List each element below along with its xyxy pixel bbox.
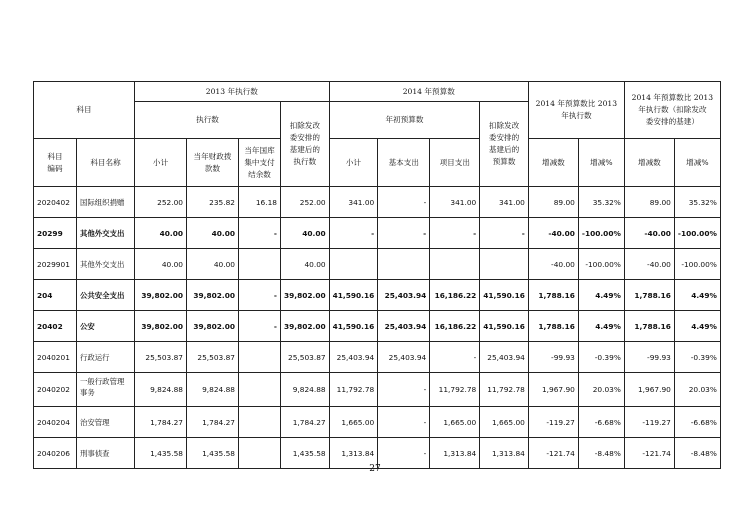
row-value: 11,792.78 [430, 373, 480, 407]
header-subject: 科目 [34, 82, 135, 139]
row-value: -0.39% [578, 342, 624, 373]
row-value: -8.48% [578, 438, 624, 469]
row-value: 11,792.78 [329, 373, 378, 407]
budget-table [33, 81, 721, 469]
row-value: - [378, 187, 430, 218]
row-value: 40.00 [187, 218, 239, 249]
row-value: -40.00 [624, 249, 674, 280]
row-value: -121.74 [624, 438, 674, 469]
row-value: 4.49% [578, 311, 624, 342]
row-value: 89.00 [624, 187, 674, 218]
row-code: 20299 [34, 218, 77, 249]
row-value: 341.00 [329, 187, 378, 218]
header-treasury: 当年国库 集中支付 结余数 [239, 139, 281, 187]
row-value: 39,802.00 [281, 311, 330, 342]
header-subtotal: 小计 [135, 139, 187, 187]
row-name: 行政运行 [77, 342, 135, 373]
row-value: 1,788.16 [624, 280, 674, 311]
row-value [378, 249, 430, 280]
row-code: 20402 [34, 311, 77, 342]
page-number: 27 [369, 464, 381, 474]
row-value: 1,665.00 [329, 407, 378, 438]
table-row [34, 218, 721, 249]
row-value: 4.49% [674, 311, 720, 342]
row-value [430, 249, 480, 280]
row-value: 40.00 [281, 249, 330, 280]
row-code: 2040202 [34, 373, 77, 407]
row-value: 40.00 [135, 218, 187, 249]
row-value: -6.68% [578, 407, 624, 438]
row-value [480, 249, 529, 280]
row-value: -40.00 [528, 249, 578, 280]
table-row [34, 407, 721, 438]
row-value: 1,784.27 [281, 407, 330, 438]
row-value: 252.00 [135, 187, 187, 218]
row-value: 11,792.78 [480, 373, 529, 407]
header-name: 科目名称 [77, 139, 135, 187]
row-value: 25,503.87 [281, 342, 330, 373]
row-value: 1,435.58 [187, 438, 239, 469]
row-value: 1,788.16 [528, 311, 578, 342]
table-row [34, 373, 721, 407]
row-value: -99.93 [528, 342, 578, 373]
row-value: 341.00 [480, 187, 529, 218]
row-value: -100.00% [578, 218, 624, 249]
row-value: 40.00 [281, 218, 330, 249]
row-value: - [239, 218, 281, 249]
header-subtotal-2014: 小计 [329, 139, 378, 187]
row-value [239, 373, 281, 407]
row-value: 9,824.88 [281, 373, 330, 407]
header-excl-budget: 扣除发改 委安排的 基建后的 预算数 [480, 102, 529, 187]
row-value: 41,590.16 [329, 311, 378, 342]
row-value: - [430, 342, 480, 373]
row-value: 39,802.00 [135, 311, 187, 342]
row-code: 2029901 [34, 249, 77, 280]
row-value: -0.39% [674, 342, 720, 373]
row-value: 1,435.58 [135, 438, 187, 469]
row-value: -8.48% [674, 438, 720, 469]
row-value: -121.74 [528, 438, 578, 469]
row-value: 25,403.94 [329, 342, 378, 373]
row-value: 1,788.16 [528, 280, 578, 311]
row-value: 4.49% [674, 280, 720, 311]
row-value: -100.00% [578, 249, 624, 280]
row-value: 40.00 [187, 249, 239, 280]
row-value: 35.32% [578, 187, 624, 218]
table-row [34, 311, 721, 342]
row-value: -100.00% [674, 218, 720, 249]
table-row [34, 280, 721, 311]
row-value: 35.32% [674, 187, 720, 218]
row-value: 16,186.22 [430, 280, 480, 311]
row-code: 2040201 [34, 342, 77, 373]
header-project: 项目支出 [430, 139, 480, 187]
row-value: 25,403.94 [378, 280, 430, 311]
header-inc-pct: 增减% [578, 139, 624, 187]
row-code: 2040206 [34, 438, 77, 469]
row-value: 39,802.00 [187, 280, 239, 311]
row-value: - [430, 218, 480, 249]
row-value: -40.00 [528, 218, 578, 249]
row-value: 1,313.84 [480, 438, 529, 469]
row-value: 25,503.87 [187, 342, 239, 373]
row-value [239, 407, 281, 438]
row-value: - [239, 311, 281, 342]
row-name: 其他外交支出 [77, 218, 135, 249]
row-value: -119.27 [528, 407, 578, 438]
row-value: 1,665.00 [430, 407, 480, 438]
row-value: 1,435.58 [281, 438, 330, 469]
row-value: 1,967.90 [528, 373, 578, 407]
row-code: 2020402 [34, 187, 77, 218]
row-value: 41,590.16 [329, 280, 378, 311]
header-inc-pct-excl: 增减% [674, 139, 720, 187]
table-row [34, 249, 721, 280]
row-value: - [378, 373, 430, 407]
row-code: 204 [34, 280, 77, 311]
row-value: 25,503.87 [135, 342, 187, 373]
header-initial-budget: 年初预算数 [329, 102, 480, 139]
row-value: 341.00 [430, 187, 480, 218]
row-value: -6.68% [674, 407, 720, 438]
row-value [239, 249, 281, 280]
row-value: 41,590.16 [480, 280, 529, 311]
row-value: -100.00% [674, 249, 720, 280]
row-value: - [378, 438, 430, 469]
header-fiscal: 当年财政拨 款数 [187, 139, 239, 187]
row-name: 刑事侦查 [77, 438, 135, 469]
row-value: -40.00 [624, 218, 674, 249]
row-value: 39,802.00 [187, 311, 239, 342]
row-value: -99.93 [624, 342, 674, 373]
row-value: 252.00 [281, 187, 330, 218]
header-inc-amount-excl: 增减数 [624, 139, 674, 187]
row-value: 1,313.84 [329, 438, 378, 469]
row-value: - [378, 407, 430, 438]
row-value [239, 342, 281, 373]
header-inc-amount: 增减数 [528, 139, 578, 187]
table-row [34, 342, 721, 373]
row-value: 41,590.16 [480, 311, 529, 342]
header-budget-2014: 2014 年预算数 [329, 82, 528, 102]
row-value: 25,403.94 [378, 342, 430, 373]
row-value: 1,313.84 [430, 438, 480, 469]
row-value: 40.00 [135, 249, 187, 280]
row-value: 1,665.00 [480, 407, 529, 438]
row-value: 16,186.22 [430, 311, 480, 342]
row-value: 20.03% [578, 373, 624, 407]
row-value: - [239, 280, 281, 311]
row-name: 国际组织捐赠 [77, 187, 135, 218]
header-exec-2013: 2013 年执行数 [135, 82, 330, 102]
row-value: 25,403.94 [378, 311, 430, 342]
row-name: 公安 [77, 311, 135, 342]
row-name: 其他外交支出 [77, 249, 135, 280]
row-value: 9,824.88 [187, 373, 239, 407]
row-value: -119.27 [624, 407, 674, 438]
row-value: - [480, 218, 529, 249]
header-compare-exec: 2014 年预算数比 2013 年执行数 [528, 82, 624, 139]
row-value: 1,967.90 [624, 373, 674, 407]
header-compare-excl: 2014 年预算数比 2013 年执行数（扣除发改 委安排的基建） [624, 82, 720, 139]
header-excl-exec: 扣除发改 委安排的 基建后的 执行数 [281, 102, 330, 187]
row-value: 4.49% [578, 280, 624, 311]
row-value: 20.03% [674, 373, 720, 407]
row-value: - [329, 218, 378, 249]
row-value: 89.00 [528, 187, 578, 218]
row-value: 39,802.00 [281, 280, 330, 311]
row-value: 1,784.27 [187, 407, 239, 438]
row-value: - [378, 218, 430, 249]
row-code: 2040204 [34, 407, 77, 438]
row-value: 39,802.00 [135, 280, 187, 311]
row-value [329, 249, 378, 280]
row-value: 1,788.16 [624, 311, 674, 342]
row-name: 公共安全支出 [77, 280, 135, 311]
table-row [34, 187, 721, 218]
row-value: 1,784.27 [135, 407, 187, 438]
row-value: 235.82 [187, 187, 239, 218]
row-value: 9,824.88 [135, 373, 187, 407]
row-value: 25,403.94 [480, 342, 529, 373]
row-name: 一般行政管理事务 [77, 373, 135, 407]
header-basic: 基本支出 [378, 139, 430, 187]
header-code: 科目 编码 [34, 139, 77, 187]
row-name: 治安管理 [77, 407, 135, 438]
row-value: 16.18 [239, 187, 281, 218]
header-exec: 执行数 [135, 102, 281, 139]
